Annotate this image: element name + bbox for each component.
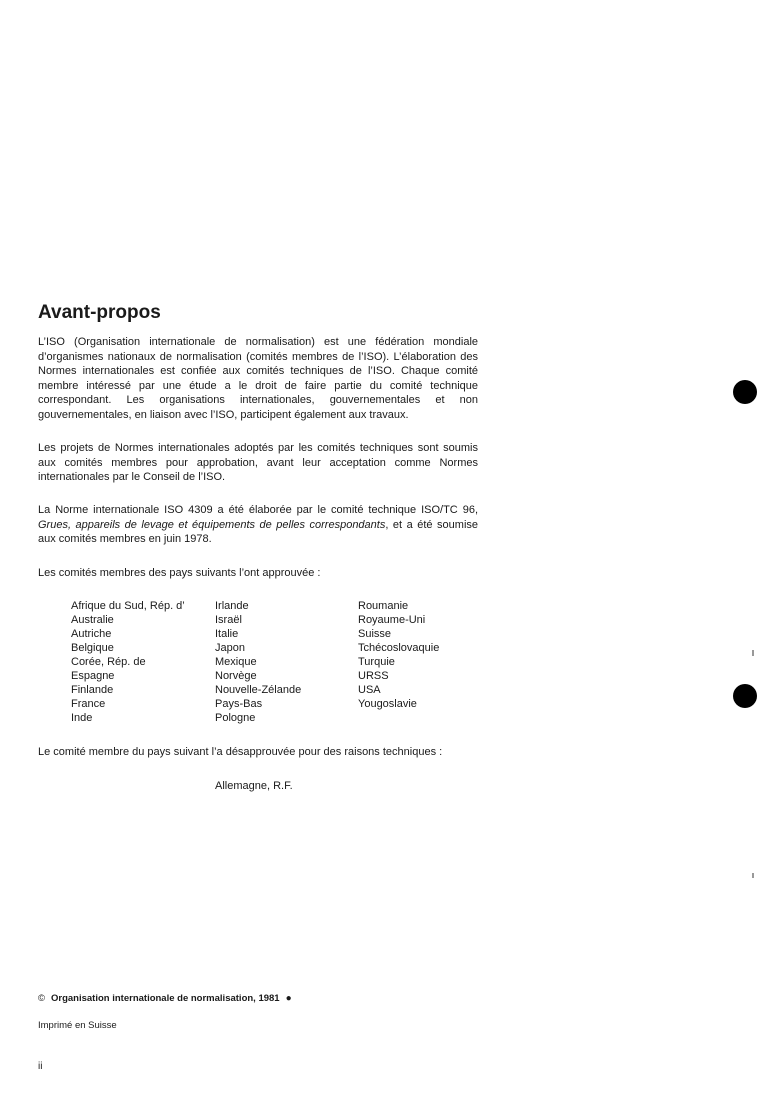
country-item: Nouvelle-Zélande <box>215 684 302 696</box>
country-item: Royaume-Uni <box>358 614 426 626</box>
copyright-text: Organisation internationale de normalisation, 1981 <box>51 993 280 1004</box>
country-item: Yougoslavie <box>358 698 417 710</box>
punch-hole-icon <box>733 684 757 708</box>
country-item: URSS <box>358 670 389 682</box>
country-item: Espagne <box>71 670 115 682</box>
country-item: Afrique du Sud, Rép. d’ <box>71 600 185 612</box>
country-item: Israël <box>215 614 242 626</box>
country-item: Italie <box>215 628 239 640</box>
printed-in: Imprimé en Suisse <box>38 1020 117 1031</box>
country-item: Norvège <box>215 670 257 682</box>
standard-origin-paragraph <box>38 503 478 547</box>
approval-intro: Les comités membres des pays suivants l’ont approuvée : <box>38 567 321 579</box>
copyright-line <box>38 993 292 1004</box>
country-item: Tchécoslovaquie <box>358 642 440 654</box>
country-item: Pays-Bas <box>215 698 263 710</box>
country-item: Irlande <box>215 600 249 612</box>
country-item: Mexique <box>215 656 257 668</box>
copyright-symbol: © <box>38 993 45 1004</box>
country-item: Autriche <box>71 628 112 640</box>
disapproving-country: Allemagne, R.F. <box>215 780 293 792</box>
country-item: Suisse <box>358 628 392 640</box>
country-item: Belgique <box>71 642 114 654</box>
bullet-icon: ● <box>285 993 292 1004</box>
country-item: Australie <box>71 614 114 626</box>
scan-speck <box>752 873 754 878</box>
adoption-paragraph: Les projets de Normes internationales adoptés par les comités techniques sont soumis aux comités membres pour approbation, avant leur acceptation comme Normes internationales par le Conseil de l’ISO. <box>38 442 478 484</box>
country-item: Inde <box>71 712 93 724</box>
country-item: Corée, Rép. de <box>71 656 146 668</box>
punch-hole-icon <box>733 380 757 404</box>
committee-title: Grues, appareils de levage et équipements de pelles correspondants <box>38 518 386 531</box>
origin-text-end: , et a été soumise aux comités membres en juin 1978. <box>38 518 479 546</box>
page-title: Avant-propos <box>38 302 161 323</box>
country-item: Turquie <box>358 656 395 668</box>
page-number: ii <box>38 1061 43 1072</box>
intro-paragraph: L’ISO (Organisation internationale de normalisation) est une fédération mondiale d’organismes nationaux de normalisation (comités membres de l’ISO). L’élaboration des Normes internationales est confiée aux comités techniques de l’ISO. Chaque comité membre intéressé par une étude a le droit de faire partie du comité technique correspondant. Les organisations internationales, gouvernementales et non gouvernementales, en liaison avec l’ISO, participent également aux travaux. <box>38 336 478 421</box>
country-item: Pologne <box>215 712 256 724</box>
country-column-2 <box>215 599 301 725</box>
country-column-1 <box>71 599 185 725</box>
country-item: Finlande <box>71 684 114 696</box>
country-item: USA <box>358 684 381 696</box>
disapproval-intro: Le comité membre du pays suivant l’a désapprouvée pour des raisons techniques : <box>38 746 443 758</box>
country-column-3 <box>358 599 439 711</box>
scan-speck <box>752 650 754 656</box>
country-item: Japon <box>215 642 245 654</box>
country-item: France <box>71 698 106 710</box>
origin-text-start: La Norme internationale ISO 4309 a été élaborée par le comité technique ISO/TC 96, <box>38 504 478 516</box>
country-item: Roumanie <box>358 600 409 612</box>
